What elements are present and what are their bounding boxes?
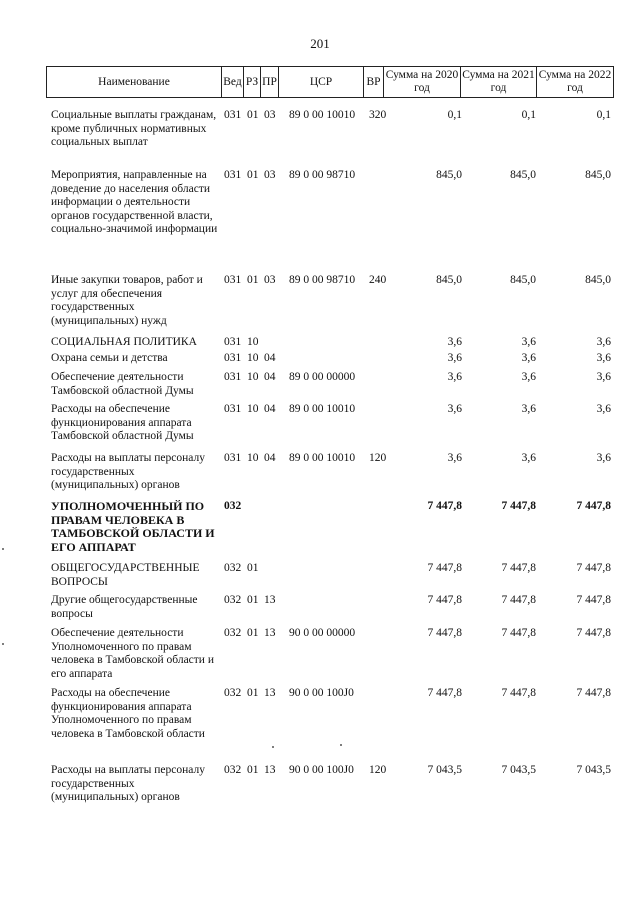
- table-header: [46, 66, 614, 98]
- row-sum-2021: 845,0: [510, 169, 536, 181]
- row-sum-2020: 3,6: [447, 336, 462, 348]
- row-csr: 89 0 00 00000: [289, 371, 356, 383]
- row-pr: 03: [264, 169, 276, 181]
- row-pr: 13: [264, 627, 276, 639]
- row-sum-2020: 7 447,8: [427, 562, 462, 574]
- row-ved: 031: [224, 109, 242, 121]
- row-ved: 032: [224, 764, 242, 776]
- row-sum-2020: 3,6: [447, 352, 462, 364]
- row-sum-2022: 7 447,8: [576, 627, 611, 639]
- page-number: 201: [310, 36, 330, 51]
- row-sum-2021: 7 447,8: [501, 500, 536, 512]
- row-vr: 320: [369, 109, 387, 121]
- row-csr: 89 0 00 10010: [289, 403, 356, 415]
- row-sum-2021: 7 447,8: [501, 562, 536, 574]
- header-csr: ЦСР: [279, 67, 364, 97]
- row-name: Расходы на выплаты персоналу государственных (муниципальных) органов: [51, 452, 205, 491]
- row-vr: 120: [369, 764, 387, 776]
- row-csr: 89 0 00 10010: [289, 109, 356, 121]
- row-pr: 04: [264, 352, 276, 364]
- row-sum-2022: 7 447,8: [576, 687, 611, 699]
- row-sum-2021: 3,6: [521, 336, 536, 348]
- row-rz: 01: [247, 274, 259, 286]
- row-csr: 89 0 00 98710: [289, 274, 356, 286]
- header-ved: Вед: [222, 67, 244, 97]
- row-ved: 031: [224, 336, 242, 348]
- row-name: Другие общегосударственные вопросы: [51, 594, 198, 620]
- header-sum-2021: Сумма на 2021 год: [461, 67, 537, 97]
- row-sum-2020: 3,6: [447, 371, 462, 383]
- row-sum-2020: 3,6: [447, 452, 462, 464]
- row-rz: 01: [247, 627, 259, 639]
- header-sum-2020: Сумма на 2020 год: [384, 67, 461, 97]
- row-sum-2022: 845,0: [585, 274, 611, 286]
- row-sum-2021: 7 043,5: [501, 764, 536, 776]
- row-csr: 90 0 00 100J0: [289, 764, 354, 776]
- row-sum-2021: 7 447,8: [501, 594, 536, 606]
- header-pr: ПР: [261, 67, 279, 97]
- row-sum-2021: 3,6: [521, 352, 536, 364]
- row-sum-2022: 845,0: [585, 169, 611, 181]
- row-sum-2022: 3,6: [596, 352, 611, 364]
- row-csr: 90 0 00 100J0: [289, 687, 354, 699]
- row-sum-2022: 3,6: [596, 452, 611, 464]
- row-sum-2020: 7 447,8: [427, 627, 462, 639]
- row-sum-2020: 7 447,8: [427, 687, 462, 699]
- row-csr: 89 0 00 10010: [289, 452, 356, 464]
- row-ved: 032: [224, 594, 242, 606]
- row-pr: 04: [264, 452, 276, 464]
- row-sum-2022: 3,6: [596, 336, 611, 348]
- row-sum-2021: 0,1: [521, 109, 536, 121]
- row-sum-2021: 3,6: [521, 371, 536, 383]
- row-rz: 10: [247, 452, 259, 464]
- header-name: Наименование: [47, 67, 222, 97]
- row-name: Расходы на обеспечение функционирования аппарата Тамбовской областной Думы: [51, 403, 194, 442]
- row-sum-2020: 845,0: [436, 274, 462, 286]
- row-sum-2020: 7 447,8: [427, 500, 462, 512]
- row-vr: 120: [369, 452, 387, 464]
- row-sum-2020: 7 447,8: [427, 594, 462, 606]
- header-rz: РЗ: [244, 67, 261, 97]
- row-ved: 031: [224, 169, 242, 181]
- row-sum-2021: 7 447,8: [501, 687, 536, 699]
- scan-speck: [340, 744, 342, 746]
- row-name: ОБЩЕГОСУДАРСТВЕННЫЕ ВОПРОСЫ: [51, 562, 200, 588]
- row-ved: 031: [224, 371, 242, 383]
- row-ved: 031: [224, 403, 242, 415]
- row-rz: 10: [247, 371, 259, 383]
- row-sum-2021: 3,6: [521, 403, 536, 415]
- row-sum-2021: 845,0: [510, 274, 536, 286]
- scan-speck: [2, 643, 4, 645]
- row-pr: 03: [264, 109, 276, 121]
- row-name: Обеспечение деятельности Уполномоченного по правам человека в Тамбовской области и его аппарата: [51, 627, 214, 680]
- row-csr: 90 0 00 00000: [289, 627, 356, 639]
- row-sum-2021: 3,6: [521, 452, 536, 464]
- row-ved: 031: [224, 452, 242, 464]
- row-name: Расходы на обеспечение функционирования аппарата Уполномоченного по правам человека в Тамбовской области: [51, 687, 205, 740]
- row-rz: 10: [247, 352, 259, 364]
- row-pr: 03: [264, 274, 276, 286]
- row-pr: 13: [264, 687, 276, 699]
- row-ved: 031: [224, 352, 242, 364]
- row-ved: 032: [224, 687, 242, 699]
- row-rz: 10: [247, 403, 259, 415]
- row-sum-2020: 3,6: [447, 403, 462, 415]
- row-rz: 01: [247, 764, 259, 776]
- row-pr: 13: [264, 594, 276, 606]
- row-pr: 04: [264, 371, 276, 383]
- row-sum-2022: 3,6: [596, 371, 611, 383]
- row-rz: 01: [247, 169, 259, 181]
- row-sum-2022: 7 043,5: [576, 764, 611, 776]
- row-name: Обеспечение деятельности Тамбовской областной Думы: [51, 371, 194, 397]
- row-sum-2022: 7 447,8: [576, 594, 611, 606]
- row-name: Социальные выплаты гражданам, кроме публичных нормативных социальных выплат: [51, 109, 217, 148]
- row-name: Иные закупки товаров, работ и услуг для обеспечения государственных (муниципальных) нужд: [51, 274, 203, 327]
- row-sum-2022: 7 447,8: [576, 500, 611, 512]
- row-name: Расходы на выплаты персоналу государственных (муниципальных) органов: [51, 764, 205, 803]
- row-rz: 01: [247, 109, 259, 121]
- row-pr: 13: [264, 764, 276, 776]
- row-pr: 04: [264, 403, 276, 415]
- row-rz: 01: [247, 594, 259, 606]
- row-name: УПОЛНОМОЧЕННЫЙ ПО ПРАВАМ ЧЕЛОВЕКА В ТАМБОВСКОЙ ОБЛАСТИ И ЕГО АППАРАТ: [51, 499, 215, 554]
- scan-speck: [272, 746, 274, 748]
- row-sum-2022: 0,1: [596, 109, 611, 121]
- row-rz: 01: [247, 687, 259, 699]
- row-ved: 032: [224, 500, 242, 512]
- row-csr: 89 0 00 98710: [289, 169, 356, 181]
- row-sum-2020: 845,0: [436, 169, 462, 181]
- row-name: Мероприятия, направленные на доведение до населения области информации о деятельности органов государственной власти, социально-значимой информации: [51, 169, 218, 235]
- scan-speck: [2, 548, 4, 550]
- row-sum-2020: 7 043,5: [427, 764, 462, 776]
- header-vr: ВР: [364, 67, 384, 97]
- row-ved: 032: [224, 562, 242, 574]
- row-name: СОЦИАЛЬНАЯ ПОЛИТИКА: [51, 336, 197, 348]
- row-ved: 031: [224, 274, 242, 286]
- header-sum-2022: Сумма на 2022 год: [538, 69, 612, 94]
- row-sum-2021: 7 447,8: [501, 627, 536, 639]
- row-sum-2022: 7 447,8: [576, 562, 611, 574]
- row-rz: 10: [247, 336, 259, 348]
- row-rz: 01: [247, 562, 259, 574]
- row-vr: 240: [369, 274, 387, 286]
- row-name: Охрана семьи и детства: [51, 352, 168, 364]
- row-sum-2022: 3,6: [596, 403, 611, 415]
- row-ved: 032: [224, 627, 242, 639]
- row-sum-2020: 0,1: [447, 109, 462, 121]
